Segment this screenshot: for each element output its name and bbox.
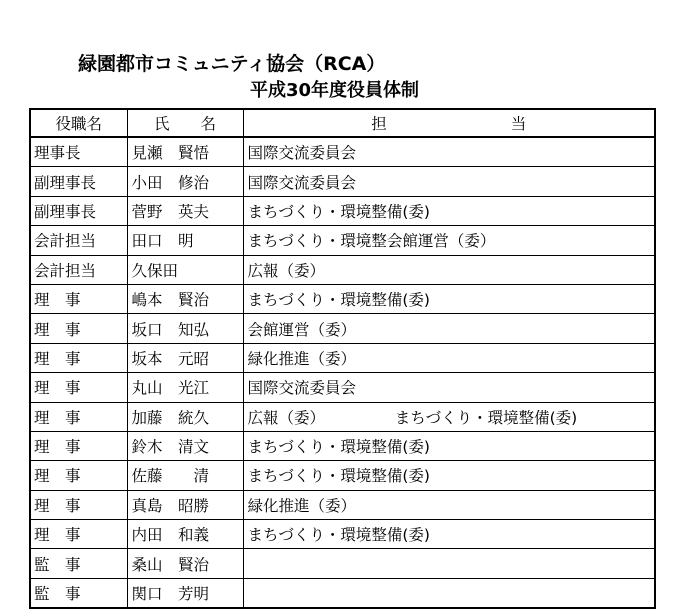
officer-name-text: 桑山 賢治 [131, 555, 210, 574]
table-row [31, 343, 654, 372]
table-row [31, 431, 654, 460]
officer-role [31, 461, 127, 490]
officer-name-text: 鈴木 清文 [131, 438, 210, 457]
officer-role-text: 会計担当 [34, 232, 97, 251]
officer-role [31, 255, 127, 284]
officer-name [127, 402, 243, 431]
officer-role-text: 会計担当 [34, 261, 97, 280]
officer-name [127, 549, 243, 578]
header-duty: 担 当 [243, 110, 654, 137]
officer-duty [243, 137, 654, 167]
officer-role-text: 監 事 [34, 555, 81, 574]
officer-name-text: 久保田 [131, 261, 179, 280]
roster-subtitle: 平成30年度役員体制 [250, 80, 420, 101]
officer-duty-text: まちづくり・環境整備(委) [247, 438, 430, 457]
officer-role-text: 理 事 [34, 467, 81, 486]
officer-roster-table [29, 108, 656, 609]
officer-role-text: 理 事 [34, 408, 81, 427]
officer-name-text: 坂口 知弘 [131, 320, 210, 339]
officer-role-text: 理事長 [34, 144, 81, 163]
officer-duty-text: まちづくり・環境整備(委) [247, 202, 430, 221]
officer-role [31, 137, 127, 167]
officer-duty [243, 226, 654, 255]
officer-name [127, 167, 243, 196]
table-row [31, 314, 654, 343]
officer-duty-text: 緑化推進（委） [247, 496, 357, 515]
officer-name-text: 田口 明 [131, 232, 194, 251]
officer-duty [243, 343, 654, 372]
officer-name [127, 226, 243, 255]
officer-duty [243, 490, 654, 519]
header-role: 役職名 [31, 110, 127, 137]
officer-name-text: 内田 和義 [131, 526, 210, 545]
table-row [31, 196, 654, 225]
officer-duty-text: まちづくり・環境整会館運営（委） [247, 232, 496, 251]
officer-duty [243, 431, 654, 460]
officer-duty-text: 広報（委） [247, 261, 326, 280]
table-row [31, 284, 654, 313]
table-row [31, 226, 654, 255]
officer-role [31, 402, 127, 431]
officer-role [31, 431, 127, 460]
officer-duty-text: まちづくり・環境整備(委) [247, 526, 430, 545]
officer-role-text: 理 事 [34, 526, 81, 545]
officer-name-text: 見瀬 賢悟 [131, 144, 210, 163]
header-name: 氏 名 [127, 110, 243, 137]
officer-duty-text: 緑化推進（委） [247, 349, 357, 368]
officer-role-text: 理 事 [34, 496, 81, 515]
officer-role-text: 副理事長 [34, 173, 97, 192]
officer-role [31, 167, 127, 196]
officer-name-text: 真島 昭勝 [131, 496, 210, 515]
officer-role [31, 196, 127, 225]
officer-name [127, 314, 243, 343]
table-row [31, 137, 654, 167]
officer-duty [243, 373, 654, 402]
table-row [31, 461, 654, 490]
officer-role-text: 理 事 [34, 291, 81, 310]
officer-role [31, 314, 127, 343]
officer-duty-text: 国際交流委員会 [247, 173, 357, 192]
officer-name-text: 丸山 光江 [131, 379, 210, 398]
officer-duty [243, 255, 654, 284]
roster-body [31, 137, 654, 607]
officer-duty [243, 314, 654, 343]
table-row [31, 490, 654, 519]
officer-role [31, 226, 127, 255]
officer-name [127, 343, 243, 372]
officer-name [127, 284, 243, 313]
organization-title: 緑園都市コミュニティ協会（RCA） [78, 53, 386, 75]
officer-role-text: 理 事 [34, 438, 81, 457]
officer-role [31, 578, 127, 607]
officer-name [127, 520, 243, 549]
officer-duty [243, 520, 654, 549]
officer-name-text: 関口 芳明 [131, 585, 210, 604]
officer-role-text: 理 事 [34, 349, 81, 368]
table-row [31, 578, 654, 607]
table-row [31, 373, 654, 402]
officer-name [127, 373, 243, 402]
officer-name-text: 小田 修治 [131, 173, 210, 192]
officer-name-text: 嶋本 賢治 [131, 291, 210, 310]
officer-name-text: 菅野 英夫 [131, 202, 210, 221]
roster-grid [31, 110, 654, 607]
officer-duty [243, 578, 654, 607]
officer-duty [243, 167, 654, 196]
officer-name [127, 196, 243, 225]
table-row [31, 520, 654, 549]
officer-role [31, 549, 127, 578]
officer-duty-text: 国際交流委員会 [247, 144, 357, 163]
officer-role-text: 副理事長 [34, 202, 97, 221]
officer-name [127, 490, 243, 519]
officer-name [127, 137, 243, 167]
table-row [31, 255, 654, 284]
officer-role-text: 理 事 [34, 379, 81, 398]
officer-name-text: 坂本 元昭 [131, 349, 210, 368]
table-row [31, 549, 654, 578]
officer-role [31, 520, 127, 549]
officer-duty-text: 会館運営（委） [247, 320, 357, 339]
table-row [31, 167, 654, 196]
officer-name-text: 加藤 統久 [131, 408, 210, 427]
table-row [31, 402, 654, 431]
officer-duty-text: まちづくり・環境整備(委) [247, 291, 430, 310]
officer-role-text: 監 事 [34, 585, 81, 604]
officer-duty-text: 広報（委） まちづくり・環境整備(委) [247, 408, 578, 427]
table-header-row [31, 110, 654, 137]
officer-duty [243, 402, 654, 431]
officer-name-text: 佐藤 清 [131, 467, 210, 486]
officer-name [127, 431, 243, 460]
officer-role [31, 284, 127, 313]
officer-duty [243, 196, 654, 225]
officer-role [31, 490, 127, 519]
officer-role [31, 373, 127, 402]
officer-name [127, 255, 243, 284]
officer-duty-text: 国際交流委員会 [247, 379, 357, 398]
officer-duty-text: まちづくり・環境整備(委) [247, 467, 430, 486]
officer-duty [243, 284, 654, 313]
officer-name [127, 461, 243, 490]
officer-duty [243, 461, 654, 490]
officer-duty [243, 549, 654, 578]
officer-role [31, 343, 127, 372]
officer-role-text: 理 事 [34, 320, 81, 339]
officer-name [127, 578, 243, 607]
